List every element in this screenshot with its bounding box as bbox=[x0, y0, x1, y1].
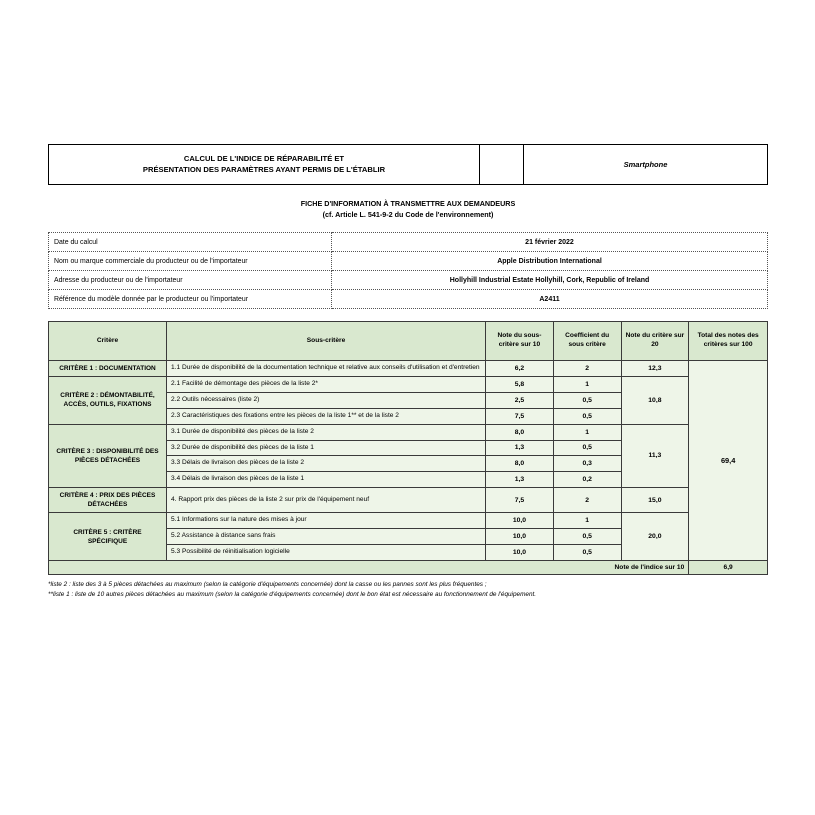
footnotes bbox=[48, 580, 768, 600]
coefficient-cell-3-1: 1 bbox=[553, 424, 621, 440]
note10-cell-5-3: 10,0 bbox=[486, 545, 554, 561]
column-header-subcriterion: Sous-critère bbox=[167, 322, 486, 361]
subcriterion-cell-4-1: 4. Rapport prix des pièces de la liste 2 sur prix de l'équipement neuf bbox=[167, 488, 486, 513]
coefficient-cell-5-2: 0,5 bbox=[553, 529, 621, 545]
note10-cell-5-1: 10,0 bbox=[486, 513, 554, 529]
criterion-cell-2: CRITÈRE 2 : DÉMONTABILITÉ, ACCÈS, OUTILS, FIXATIONS bbox=[49, 376, 167, 424]
subcriterion-cell-3-3: 3.3 Délais de livraison des pièces de la liste 2 bbox=[167, 456, 486, 472]
repairability-index-sheet bbox=[48, 144, 768, 600]
subcriterion-cell-2-3: 2.3 Caractéristiques des fixations entre les pièces de la liste 1** et de la liste 2 bbox=[167, 408, 486, 424]
note10-cell-2-2: 2,5 bbox=[486, 392, 554, 408]
subcriterion-cell-3-1: 3.1 Durée de disponibilité des pièces de la liste 2 bbox=[167, 424, 486, 440]
info-value-address: Hollyhill Industrial Estate Hollyhill, Cork, Republic of Ireland bbox=[332, 271, 768, 290]
note20-cell-3: 11,3 bbox=[621, 424, 689, 488]
document-title bbox=[49, 145, 479, 184]
note10-cell-3-3: 8,0 bbox=[486, 456, 554, 472]
table-row bbox=[49, 513, 768, 529]
coefficient-cell-3-3: 0,3 bbox=[553, 456, 621, 472]
note10-cell-1-1: 6,2 bbox=[486, 360, 554, 376]
column-header-note-sub10: Note du sous-critère sur 10 bbox=[486, 322, 554, 361]
table-row bbox=[49, 233, 768, 252]
document-subtitle-line2: (cf. Article L. 541-9-2 du Code de l'environnement) bbox=[322, 209, 494, 219]
info-value-model: A2411 bbox=[332, 290, 768, 309]
info-label-model: Référence du modèle donnée par le producteur ou l'importateur bbox=[49, 290, 332, 309]
column-header-note-crit20: Note du critère sur 20 bbox=[621, 322, 689, 361]
info-label-brand: Nom ou marque commerciale du producteur ou de l'importateur bbox=[49, 252, 332, 271]
product-info-table bbox=[48, 232, 768, 309]
note20-cell-4: 15,0 bbox=[621, 488, 689, 513]
criterion-cell-5: CRITÈRE 5 : CRITÈRE SPÉCIFIQUE bbox=[49, 513, 167, 561]
footnote-liste2: *liste 2 : liste des 3 à 5 pièces détachées au maximum (selon la catégorie d'équipements concernée) dont la casse ou les pannes sont les plus fréquentes ; bbox=[48, 581, 487, 589]
info-label-address: Adresse du producteur ou de l'importateur bbox=[49, 271, 332, 290]
subcriterion-cell-1-1: 1.1 Durée de disponibilité de la documentation technique et relative aux conseils d'utilisation et d'entretien bbox=[167, 360, 486, 376]
table-row bbox=[49, 360, 768, 376]
document-subtitle-line1: FICHE D'INFORMATION À TRANSMETTRE AUX DEMANDEURS bbox=[300, 198, 516, 208]
subcriterion-cell-3-4: 3.4 Délais de livraison des pièces de la liste 1 bbox=[167, 472, 486, 488]
column-header-criterion: Critère bbox=[49, 322, 167, 361]
subcriterion-cell-5-2: 5.2 Assistance à distance sans frais bbox=[167, 529, 486, 545]
note20-cell-1: 12,3 bbox=[621, 360, 689, 376]
document-title-line2: PRÉSENTATION DES PARAMÈTRES AYANT PERMIS DE L'ÉTABLIR bbox=[142, 165, 386, 175]
note10-cell-3-1: 8,0 bbox=[486, 424, 554, 440]
coefficient-cell-2-1: 1 bbox=[553, 376, 621, 392]
note10-cell-2-1: 5,8 bbox=[486, 376, 554, 392]
final-score-value: 6,9 bbox=[689, 561, 768, 575]
note10-cell-3-2: 1,3 bbox=[486, 440, 554, 456]
criterion-cell-4: CRITÈRE 4 : PRIX DES PIÈCES DÉTACHÉES bbox=[49, 488, 167, 513]
note20-cell-2: 10,8 bbox=[621, 376, 689, 424]
coefficient-cell-2-2: 0,5 bbox=[553, 392, 621, 408]
note10-cell-3-4: 1,3 bbox=[486, 472, 554, 488]
final-score-row bbox=[49, 561, 768, 575]
total-score-cell: 69,4 bbox=[689, 360, 768, 560]
coefficient-cell-5-1: 1 bbox=[553, 513, 621, 529]
document-header bbox=[48, 144, 768, 185]
table-row bbox=[49, 271, 768, 290]
table-header-row bbox=[49, 322, 768, 361]
note20-cell-5: 20,0 bbox=[621, 513, 689, 561]
subcriterion-cell-2-1: 2.1 Facilité de démontage des pièces de la liste 2* bbox=[167, 376, 486, 392]
table-row bbox=[49, 488, 768, 513]
info-value-date: 21 février 2022 bbox=[332, 233, 768, 252]
info-label-date: Date du calcul bbox=[49, 233, 332, 252]
criterion-cell-1: CRITÈRE 1 : DOCUMENTATION bbox=[49, 360, 167, 376]
column-header-coefficient: Coefficient du sous critère bbox=[553, 322, 621, 361]
coefficient-cell-2-3: 0,5 bbox=[553, 408, 621, 424]
document-title-line1: CALCUL DE L'INDICE DE RÉPARABILITÉ ET bbox=[183, 154, 345, 163]
table-row bbox=[49, 290, 768, 309]
coefficient-cell-1-1: 2 bbox=[553, 360, 621, 376]
info-value-brand: Apple Distribution International bbox=[332, 252, 768, 271]
coefficient-cell-3-4: 0,2 bbox=[553, 472, 621, 488]
subcriterion-cell-3-2: 3.2 Durée de disponibilité des pièces de la liste 1 bbox=[167, 440, 486, 456]
final-score-label: Note de l'indice sur 10 bbox=[49, 561, 689, 575]
coefficient-cell-4-1: 2 bbox=[553, 488, 621, 513]
product-category-value: Smartphone bbox=[523, 145, 767, 184]
note10-cell-5-2: 10,0 bbox=[486, 529, 554, 545]
criterion-cell-3: CRITÈRE 3 : DISPONIBILITÉ DES PIÈCES DÉTACHÉES bbox=[49, 424, 167, 488]
note10-cell-2-3: 7,5 bbox=[486, 408, 554, 424]
subcriterion-cell-2-2: 2.2 Outils nécessaires (liste 2) bbox=[167, 392, 486, 408]
subcriterion-cell-5-1: 5.1 Informations sur la nature des mises à jour bbox=[167, 513, 486, 529]
footnote-liste1: **liste 1 : liste de 10 autres pièces détachées au maximum (selon la catégorie d'équipements concernée) dont le bon état est nécessaire au fonctionnement de l'équipement. bbox=[48, 590, 537, 598]
coefficient-cell-5-3: 0,5 bbox=[553, 545, 621, 561]
table-row bbox=[49, 424, 768, 440]
subcriterion-cell-5-3: 5.3 Possibilité de réinitialisation logicielle bbox=[167, 545, 486, 561]
table-row bbox=[49, 252, 768, 271]
note10-cell-4-1: 7,5 bbox=[486, 488, 554, 513]
coefficient-cell-3-2: 0,5 bbox=[553, 440, 621, 456]
document-subtitle bbox=[48, 198, 768, 220]
scoring-table bbox=[48, 321, 768, 575]
header-spacer-cell bbox=[479, 145, 523, 184]
table-row bbox=[49, 376, 768, 392]
column-header-total: Total des notes des critères sur 100 bbox=[689, 322, 768, 361]
